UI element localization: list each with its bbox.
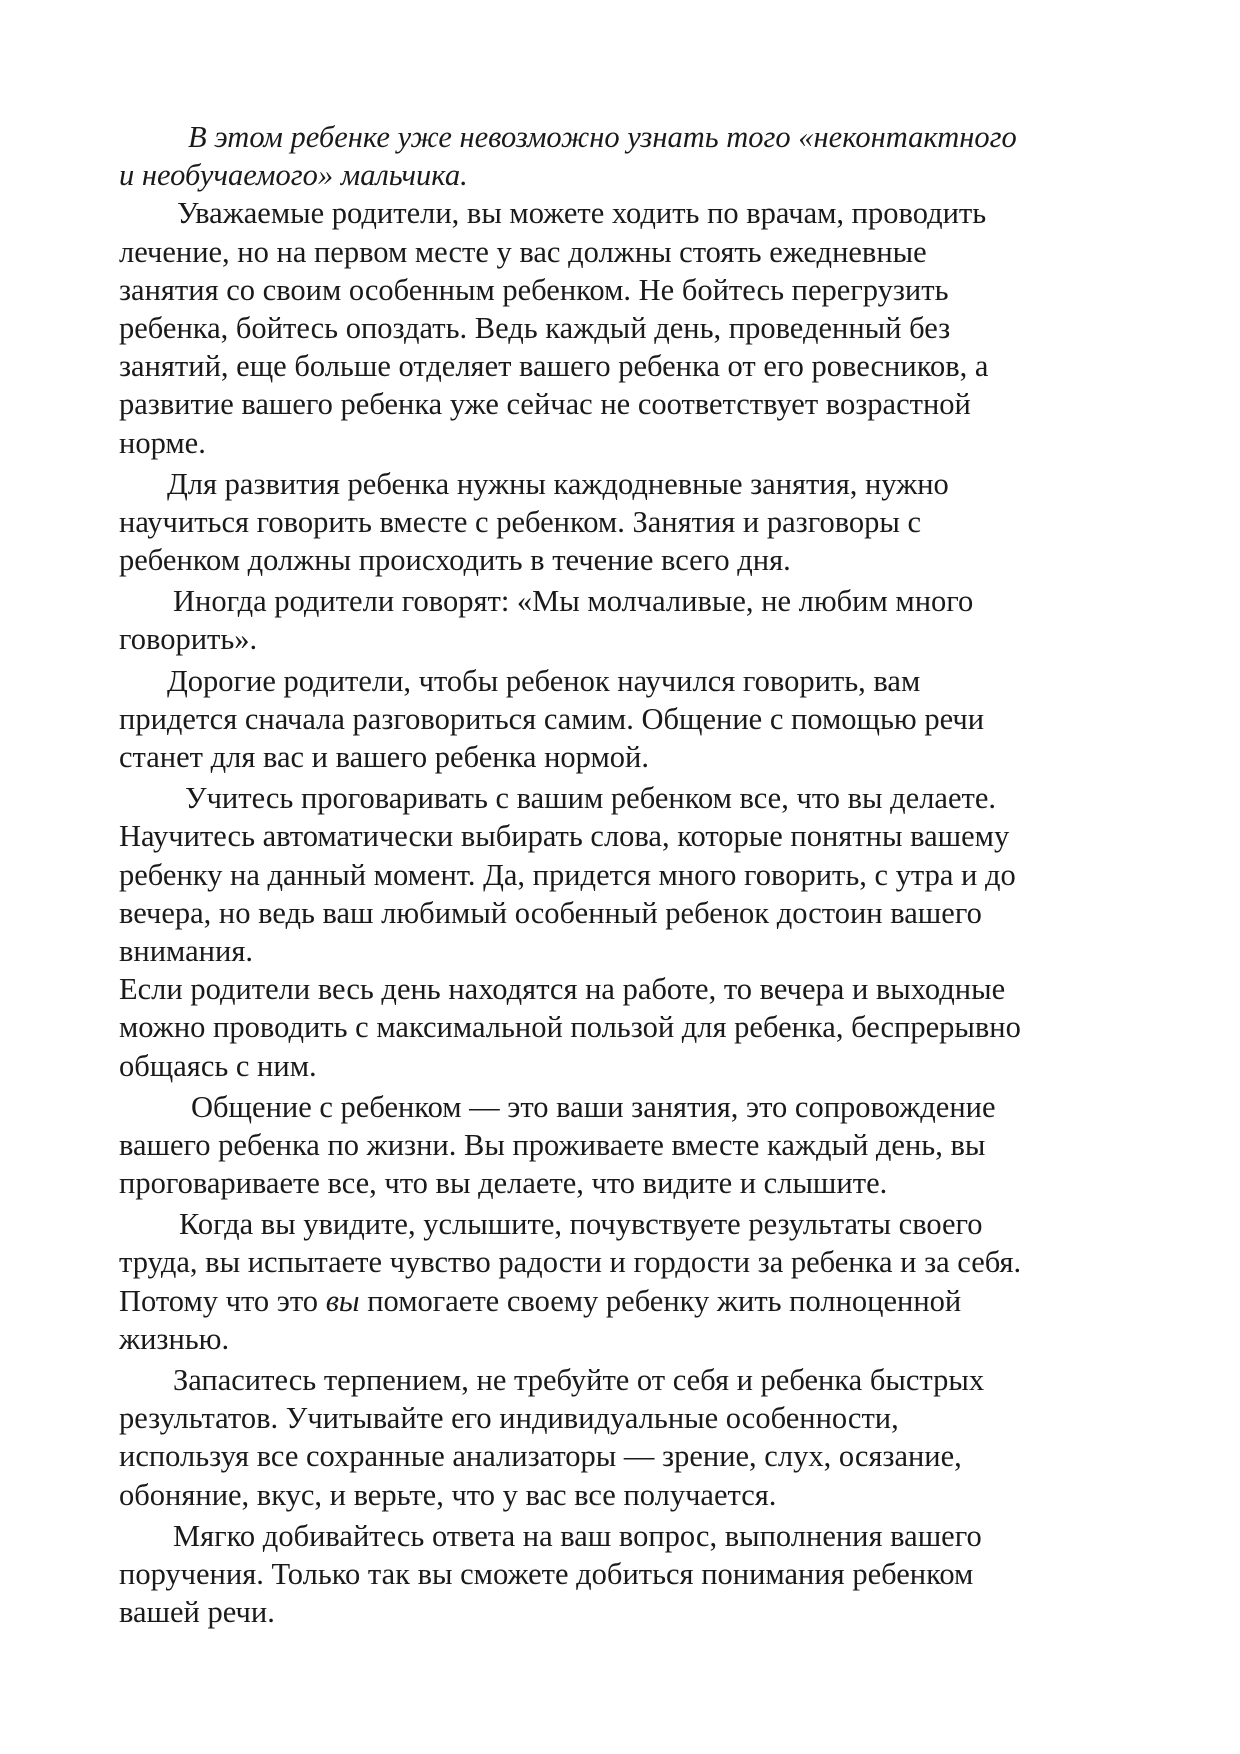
text-line: вечера, но ведь ваш любимый особенный ребенок достоин вашего [119,895,982,930]
text-line: используя все сохранные анализаторы — зрение, слух, осязание, [119,1439,962,1474]
paragraph [119,1517,1129,1632]
text-line: Когда вы увидите, услышите, почувствуете результаты своего [179,1207,983,1242]
paragraph [119,582,1129,658]
text-line: лечение, но на первом месте у вас должны стоять ежедневные [119,234,927,269]
text-line: Учитесь проговаривать с вашим ребенком все, что вы делаете. [185,781,996,816]
text-line [119,1282,1129,1320]
text-line: научиться говорить вместе с ребенком. Занятия и разговоры с [119,504,922,539]
text-line: Общение с ребенком — это ваши занятия, это сопровождение [191,1089,996,1124]
text-line: придется сначала разговориться самим. Общение с помощью речи [119,701,985,736]
text-line: Уважаемые родители, вы можете ходить по врачам, проводить [177,196,987,231]
paragraph [119,1088,1129,1203]
text-line: норме. [119,425,206,460]
text-line: вашей речи. [119,1595,275,1630]
paragraph [119,779,1129,970]
paragraph [119,465,1129,580]
text-line: станет для вас и вашего ребенка нормой. [119,740,649,774]
body-text [119,118,1129,1631]
text-line: занятия со своим особенным ребенком. Не бойтесь перегрузить [119,272,949,307]
text-line: внимания. [119,933,253,968]
paragraph [119,662,1129,777]
text-line: Научитесь автоматически выбирать слова, которые понятны вашему [119,819,1010,854]
paragraph-intro-italic [119,118,1129,194]
emphasis-text: вы [325,1283,360,1318]
text-line: Если родители весь день находятся на работе, то вечера и выходные [119,972,1006,1007]
text-line: проговариваете все, что вы делаете, что видите и слышите. [119,1166,888,1201]
text-line: занятий, еще больше отделяет вашего ребенка от его ровесников, а [119,349,989,384]
paragraph [119,194,1129,461]
text-line: труда, вы испытаете чувство радости и гордости за ребенка и за себя. [119,1245,1022,1280]
text-line: обоняние, вкус, и верьте, что у вас все получается. [119,1477,777,1512]
text-line: Мягко добивайтесь ответа на ваш вопрос, выполнения вашего [173,1518,982,1553]
text-line: Дорогие родители, чтобы ребенок научился говорить, вам [167,663,921,698]
text-line: поручения. Только так вы сможете добиться понимания ребенком [119,1556,974,1591]
text-line: ребенку на данный момент. Да, придется много говорить, с утра и до [119,857,1016,892]
text-line: развитие вашего ребенка уже сейчас не соответствует возрастной [119,387,971,422]
paragraph [119,1205,1129,1358]
text-line: Иногда родители говорят: «Мы молчаливые, не любим много [173,584,974,619]
text-line: ребенка, бойтесь опоздать. Ведь каждый день, проведенный без [119,310,951,345]
paragraph [119,1361,1129,1514]
text-line: жизнью. [119,1321,230,1356]
text-segment: Потому что это [119,1283,326,1318]
text-line: общаясь с ним. [119,1048,317,1083]
text-line: Для развития ребенка нужны каждодневные занятия, нужно [167,466,949,501]
text-line: В этом ребенке уже невозможно узнать того «неконтактного [188,120,1017,154]
text-line: ребенком должны происходить в течение всего дня. [119,543,791,578]
paragraph [119,970,1129,1085]
text-line: говорить». [119,622,258,657]
text-segment: помогаете своему ребенку жить полноценной [359,1283,962,1318]
text-line: Запаситесь терпением, не требуйте от себя и ребенка быстрых [173,1363,985,1397]
text-line: можно проводить с максимальной пользой для ребенка, беспрерывно [119,1010,1021,1045]
text-line: результатов. Учитывайте его индивидуальные особенности, [119,1401,899,1436]
text-line: и необучаемого» мальчика. [119,158,468,193]
text-line: вашего ребенка по жизни. Вы проживаете вместе каждый день, вы [119,1127,986,1162]
